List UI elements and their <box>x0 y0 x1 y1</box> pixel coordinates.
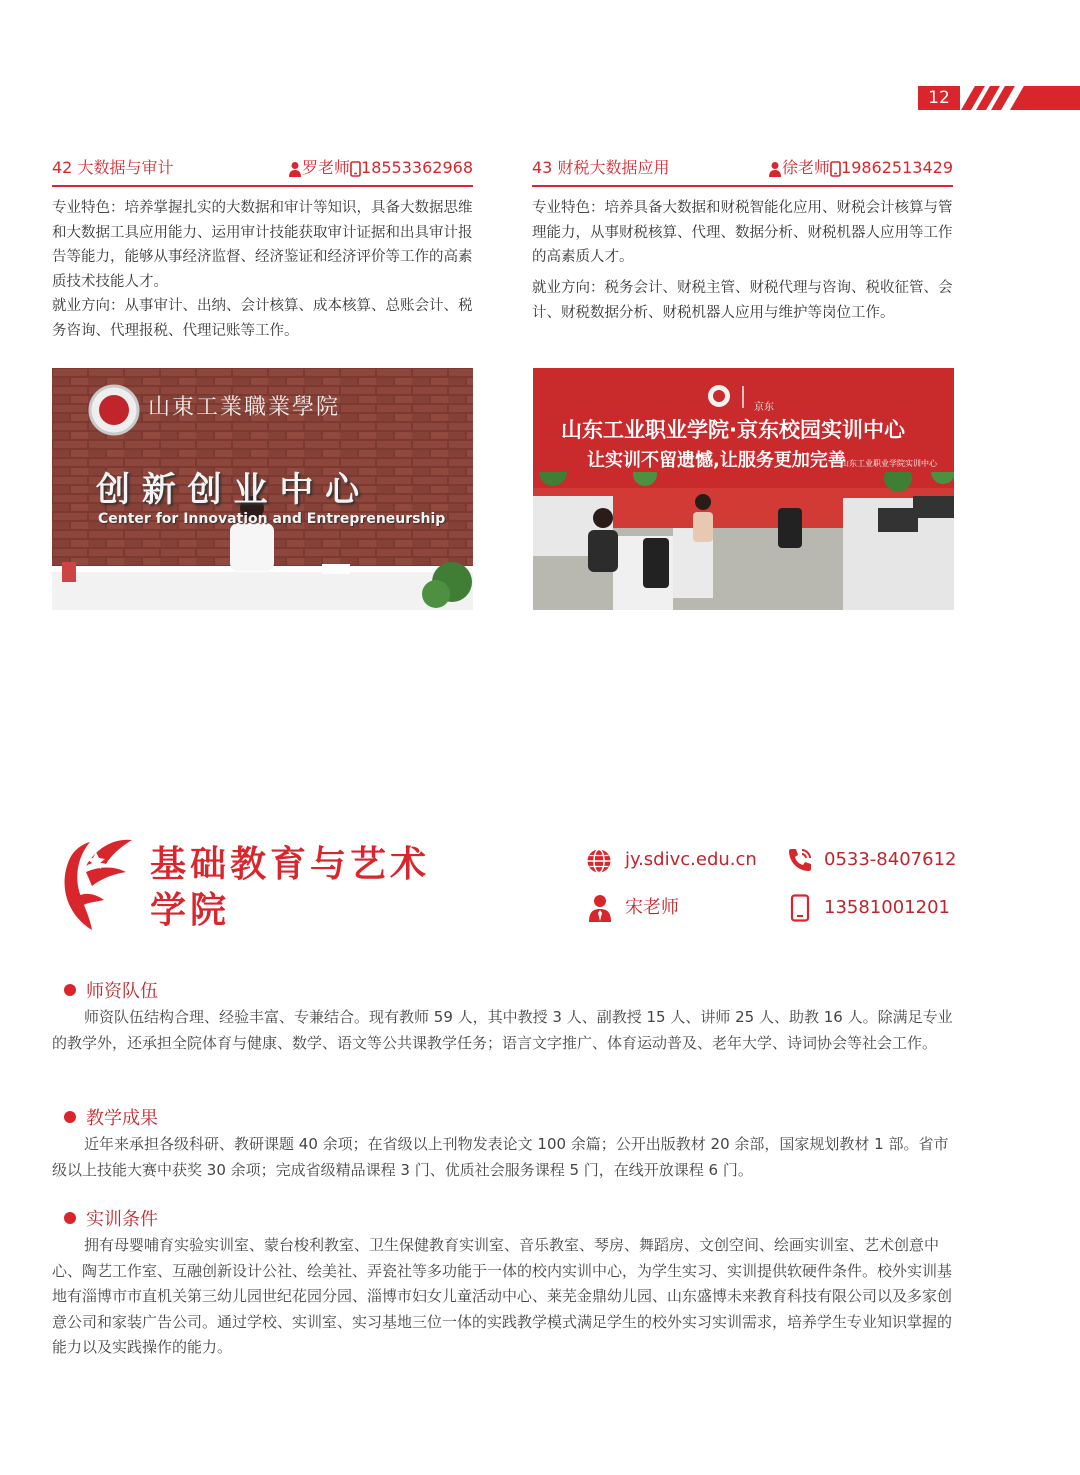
person-icon <box>768 161 782 177</box>
college-website[interactable]: jy.sdivc.edu.cn <box>625 849 757 870</box>
contact-phone: 19862513429 <box>841 158 953 177</box>
major-contact <box>288 157 473 179</box>
features-text: 培养具备大数据和财税智能化应用、财税会计核算与管理能力，从事财税核算、代理、数据分析、财税机器人应用等工作的高素质人才。 <box>532 200 953 265</box>
major-contact <box>768 157 953 179</box>
person-icon <box>588 894 612 922</box>
photo-training-center <box>533 368 954 610</box>
mobile-phone-icon <box>790 894 810 922</box>
bullet-dot-icon <box>64 984 76 996</box>
person-icon <box>288 161 302 177</box>
contact-name: 徐老师 <box>782 158 831 177</box>
telephone-icon <box>786 846 814 874</box>
college-mobile: 13581001201 <box>824 897 950 918</box>
ribbon-bar <box>1010 86 1080 110</box>
photo-jd-logo: 京东 <box>754 402 774 413</box>
major-header <box>52 157 473 187</box>
features-label: 专业特色： <box>532 200 605 216</box>
section-text-achievements: 近年来承担各级科研、教研课题 40 余项；在省级以上刊物发表论文 100 余篇；公开出版教材 20 余部，国家规划教材 1 部。省市级以上技能大赛中获奖 30 余项；完成省级精品课程 3 门、优质社会服务课程 5 门，在线开放课程 6 门。 <box>52 1135 949 1179</box>
features-label: 专业特色： <box>52 200 125 216</box>
major-features <box>532 196 954 270</box>
phone-icon <box>830 161 841 177</box>
jobs-text: 从事审计、出纳、会计核算、成本核算、总账会计、税务咨询、代理报税、代理记账等工作。 <box>52 298 473 339</box>
section-heading-faculty <box>64 980 158 1004</box>
contact-name: 罗老师 <box>302 158 351 177</box>
major-title: 42 大数据与审计 <box>52 158 174 177</box>
major-features <box>52 196 474 294</box>
photo-logo-text: 山東工業職業學院 <box>148 395 341 420</box>
jobs-text: 税务会计、财税主管、财税代理与咨询、税收征管、会计、财税数据分析、财税机器人应用与维护等岗位工作。 <box>532 280 953 321</box>
section-heading-training <box>64 1208 158 1232</box>
section-text-training: 拥有母婴哺育实验实训室、蒙台梭利教室、卫生保健教育实训室、音乐教室、琴房、舞蹈房、文创空间、绘画实训室、艺术创意中心、陶艺工作室、互融创新设计公社、绘美社、弄瓷社等多功能于一体的校内实训中心，为学生实习、实训提供软硬件条件。校外实训基地有淄博市市直机关第三幼儿园世纪花园分园、淄博市妇女儿童活动中心、莱芜金鼎幼儿园、山东盛博未来教育科技有限公司以及多家创意公司和家装广告公司。通过学校、实训室、实习基地三位一体的实践教学模式满足学生的校外实习实训需求，培养学生专业知识掌握的能力以及实践操作的能力。 <box>52 1236 953 1356</box>
major-header <box>532 157 953 187</box>
bullet-dot-icon <box>64 1111 76 1123</box>
jobs-label: 就业方向： <box>532 280 605 296</box>
globe-icon <box>586 848 612 874</box>
phone-icon <box>350 161 361 177</box>
major-title: 43 财税大数据应用 <box>532 158 670 177</box>
contact-phone: 18553362968 <box>361 158 473 177</box>
college-contact: 宋老师 <box>625 897 679 918</box>
college-title-line2: 学院 <box>150 890 231 931</box>
section-heading-text: 教学成果 <box>86 1108 158 1129</box>
section-text-faculty: 师资队伍结构合理、经验丰富、专兼结合。现有教师 59 人，其中教授 3 人、副教授 15 人、讲师 25 人、助教 16 人。除满足专业的教学外，还承担全院体育与健康、数学、语文等公共课教学任务；语言文字推广、体育运动普及、老年大学、诗词协会等社会工作。 <box>52 1008 953 1052</box>
photo-sign-cn: 创 新 创 业 中 心 <box>96 470 360 510</box>
college-tel: 0533-8407612 <box>824 849 957 870</box>
photo-banner-title: 山东工业职业学院·京东校园实训中心 <box>561 418 905 442</box>
photo-innovation-center <box>52 368 473 610</box>
photo-banner-slogan: 让实训不留遗憾,让服务更加完善 <box>587 450 846 471</box>
photo-banner-small: 山东工业职业学院实训中心 <box>841 459 937 468</box>
major-jobs <box>532 276 954 325</box>
major-jobs <box>52 294 474 343</box>
section-heading-text: 师资队伍 <box>86 981 158 1002</box>
bullet-dot-icon <box>64 1212 76 1224</box>
college-logo-icon <box>56 836 136 932</box>
college-title-line1: 基础教育与艺术 <box>150 844 431 885</box>
section-heading-achievements <box>64 1107 158 1131</box>
photo-sign-en: Center for Innovation and Entrepreneurship <box>98 511 446 527</box>
college-title <box>150 842 470 934</box>
features-text: 培养掌握扎实的大数据和审计等知识，具备大数据思维和大数据工具应用能力、运用审计技能获取审计证据和出具审计报告等能力，能够从事经济监督、经济鉴证和经济评价等工作的高素质技术技能人才。 <box>52 200 473 290</box>
section-heading-text: 实训条件 <box>86 1209 158 1230</box>
jobs-label: 就业方向： <box>52 298 125 314</box>
page-number: 12 <box>918 86 960 110</box>
